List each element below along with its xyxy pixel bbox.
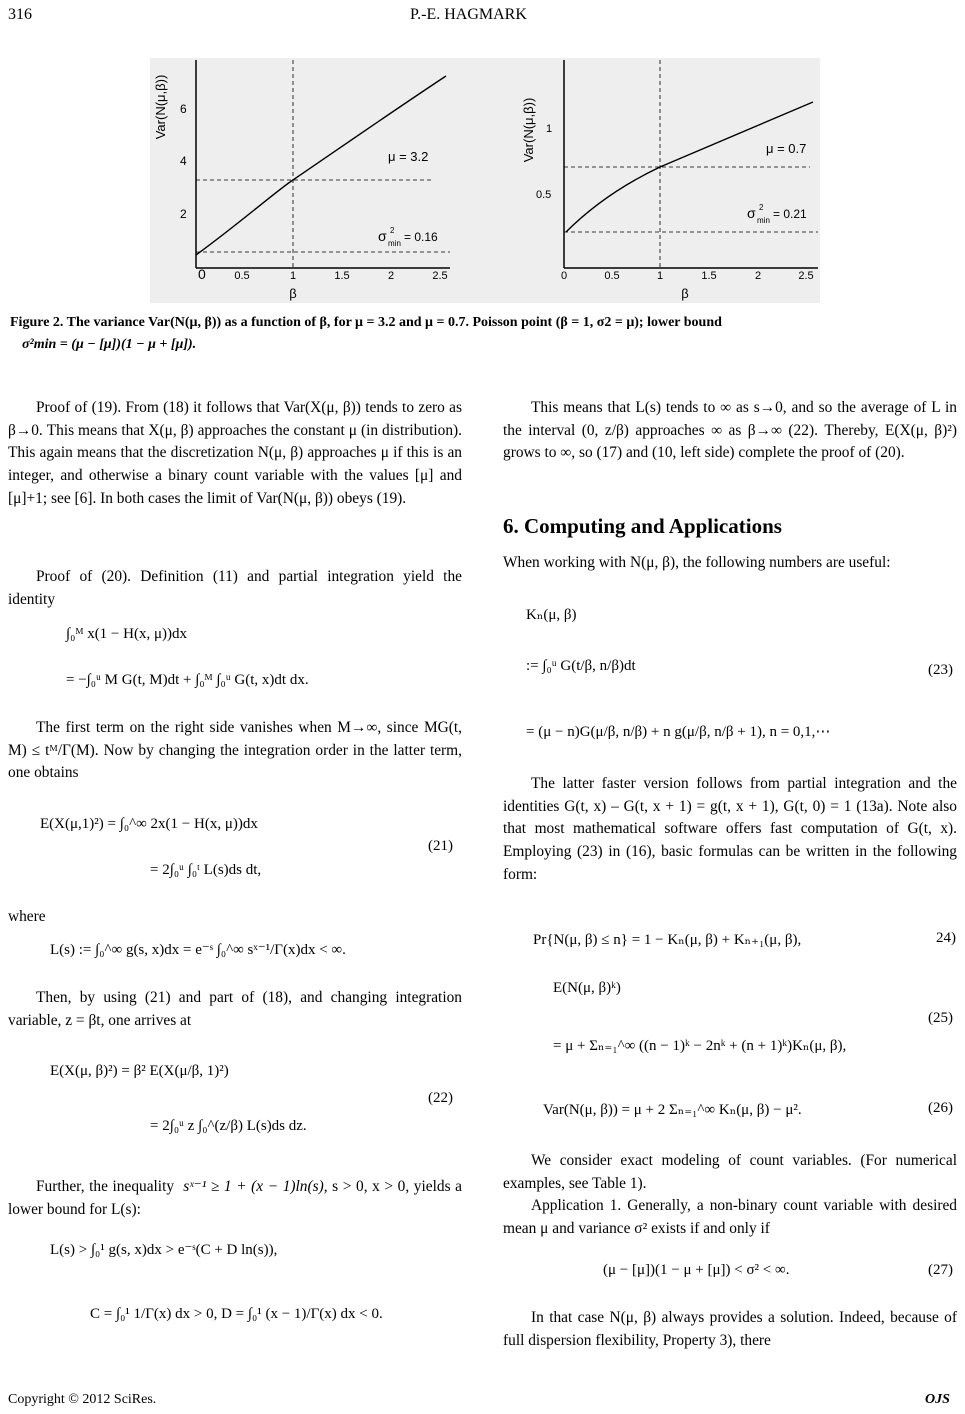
right-y05: 0.5 — [536, 189, 552, 201]
eq27-number: (27) — [928, 1262, 953, 1278]
right-sigma-sup: 2 — [759, 203, 764, 212]
eq-lower-bound: L(s) > ∫₀¹ g(s, x)dx > e⁻ˢ(C + D ln(s)), — [50, 1242, 278, 1258]
left-sigma-value: = 0.16 — [404, 230, 438, 244]
left-sigma: σ — [378, 228, 387, 244]
right-sigma-sub: min — [757, 216, 770, 225]
right-y1: 1 — [546, 123, 553, 135]
eq25-line2: = μ + Σₙ₌₁^∞ ((n − 1)ᵏ − 2nᵏ + (n + 1)ᵏ)Kₙ(μ, β), — [553, 1038, 847, 1054]
eq-identity-line1: ∫₀ᴹ x(1 − H(x, μ))dx — [66, 626, 188, 642]
right-para-4: We consider exact modeling of count variables. (For numerical examples, see Table 1). — [503, 1152, 957, 1192]
left-para-4: Then, by using (21) and part of (18), and changing integration variable, z = βt, one arrives at — [8, 989, 462, 1029]
section-heading: 6. Computing and Applications — [503, 514, 782, 538]
eq26: Var(N(μ, β)) = μ + 2 Σₙ₌₁^∞ Kₙ(μ, β) − μ². — [543, 1102, 802, 1118]
left-para-3: The first term on the right side vanishes when M→∞, since MG(t, M) ≤ tᴹ/Γ(M). Now by changing the integration order in the latter term, one obtains — [8, 719, 462, 782]
right-sigma-value: = 0.21 — [773, 207, 807, 221]
right-x1: 1 — [656, 270, 664, 282]
right-para-1: This means that L(s) tends to ∞ as s→0, and so the average of L in the interval (0, z/β) approaches ∞ as β→∞ (22). Thereby, E(X(μ, β)²) grows to ∞, so (17) and (10, left side) complete the proof of (20). — [503, 399, 957, 462]
left-mu-label: μ = 3.2 — [388, 149, 429, 164]
left-ylabel: Var(N(μ,β)) — [153, 74, 168, 140]
left-sigma-sub: min — [388, 239, 401, 248]
left-para-2: Proof of (20). Definition (11) and partial integration yield the identity — [8, 568, 462, 608]
left-sigma-sup: 2 — [390, 226, 395, 235]
right-x25: 2.5 — [798, 270, 814, 282]
eq22-line2: = 2∫₀ᵘ z ∫₀^(z/β) L(s)ds dz. — [150, 1118, 307, 1134]
left-variance-curve — [196, 76, 446, 255]
eq23-line1: Kₙ(μ, β) — [526, 607, 577, 623]
left-x15: 1.5 — [334, 270, 350, 282]
eq21-line1: E(X(μ,1)²) = ∫₀^∞ 2x(1 − H(x, μ))dx — [40, 816, 258, 832]
eq23-line3: = (μ − n)G(μ/β, n/β) + n g(μ/β, n/β + 1), n = 0,1,⋯ — [526, 724, 831, 740]
right-x2: 2 — [754, 270, 762, 282]
eq21-line2: = 2∫₀ᵘ ∫₀ᵗ L(s)ds dt, — [150, 862, 262, 878]
figure-caption — [10, 312, 955, 356]
right-para-5: Application 1. Generally, a non-binary count variable with desired mean μ and variance σ² exists if and only if — [503, 1197, 957, 1237]
left-x0: 0 — [198, 266, 206, 282]
eq24: Pr{N(μ, β) ≤ n} = 1 − Kₙ(μ, β) + Kₙ₊₁(μ, β), — [533, 932, 802, 948]
eq23-number: (23) — [928, 662, 953, 678]
left-y2: 2 — [180, 207, 187, 221]
figure-svg — [150, 58, 820, 303]
where-label: where — [8, 908, 46, 925]
left-x2: 2 — [387, 270, 395, 282]
eq25-line1: E(N(μ, β)ᵏ) — [553, 980, 621, 996]
eq-identity-line2: = −∫₀ᵘ M G(t, M)dt + ∫₀ᴹ ∫₀ᵘ G(t, x)dt dx. — [66, 672, 309, 688]
right-ylabel: Var(N(μ,β)) — [521, 97, 536, 163]
right-plot — [521, 60, 818, 301]
left-x1: 1 — [289, 270, 297, 282]
running-title: P.-E. HAGMARK — [410, 6, 527, 23]
eq-C-D: C = ∫₀¹ 1/Γ(x) dx > 0, D = ∫₀¹ (x − 1)/Γ(x) dx < 0. — [90, 1306, 383, 1322]
left-xlabel: β — [289, 286, 297, 301]
eq22-number: (22) — [428, 1090, 453, 1106]
footer-journal: OJS — [925, 1392, 950, 1407]
page-number: 316 — [8, 6, 32, 23]
right-sigma: σ — [747, 205, 756, 221]
right-para-2: When working with N(μ, β), the following numbers are useful: — [503, 554, 891, 571]
left-y6: 6 — [180, 102, 187, 116]
right-para-6: In that case N(μ, β) always provides a solution. Indeed, because of full dispersion flexibility, Property 3), there — [503, 1309, 957, 1349]
right-x05: 0.5 — [604, 270, 620, 282]
eq26-number: (26) — [928, 1100, 953, 1116]
eq22-line1: E(X(μ, β)²) = β² E(X(μ/β, 1)²) — [50, 1063, 229, 1079]
left-para-5: Further, the inequality sˣ⁻¹ ≥ 1 + (x − 1)ln(s), s > 0, x > 0, yields a lower bound for L(s): — [8, 1178, 462, 1218]
caption-formula: σ²min = (μ − [μ])(1 − μ + [μ]). — [22, 337, 197, 352]
figure-2 — [150, 58, 820, 303]
left-x05: 0.5 — [234, 270, 250, 282]
left-y4: 4 — [180, 154, 187, 168]
left-x25: 2.5 — [432, 270, 448, 282]
right-para-3: The latter faster version follows from partial integration and the identities G(t, x) – G(t, x + 1) = g(t, x + 1), G(t, 0) = 1 (13a). Note also that most mathematical software offers fast computation of G(t, x). Employing (23) in (16), basic formulas can be written in the following form: — [503, 775, 957, 883]
eq25-number: (25) — [928, 1010, 953, 1026]
right-mu-label: μ = 0.7 — [766, 141, 807, 156]
footer-copyright: Copyright © 2012 SciRes. — [8, 1392, 157, 1407]
right-x0: 0 — [560, 270, 568, 282]
left-para-1: Proof of (19). From (18) it follows that Var(X(μ, β)) tends to zero as β→0. This means that X(μ, β) approaches the constant μ (in distribution). This again means that the discretization N(μ, β) approaches μ if this is an integer, and otherwise a binary count variable with the values [μ] and [μ]+1; see [6]. In both cases the limit of Var(N(μ, β)) obeys (19). — [8, 399, 462, 507]
right-xlabel: β — [681, 286, 689, 301]
caption-text: Figure 2. The variance Var(N(μ, β)) as a function of β, for μ = 3.2 and μ = 0.7. Poisson point (β = 1, σ2 = μ); lower bound — [10, 315, 722, 330]
eq21-number: (21) — [428, 838, 453, 854]
eq-L-definition: L(s) := ∫₀^∞ g(s, x)dx = e⁻ˢ ∫₀^∞ sˣ⁻¹/Γ(x)dx < ∞. — [50, 942, 346, 958]
left-plot — [153, 60, 450, 301]
right-x15: 1.5 — [701, 270, 717, 282]
eq24-number: 24) — [936, 930, 956, 946]
eq27: (μ − [μ])(1 − μ + [μ]) < σ² < ∞. — [603, 1262, 790, 1278]
eq23-line2: := ∫₀ᵘ G(t/β, n/β)dt — [526, 658, 636, 674]
